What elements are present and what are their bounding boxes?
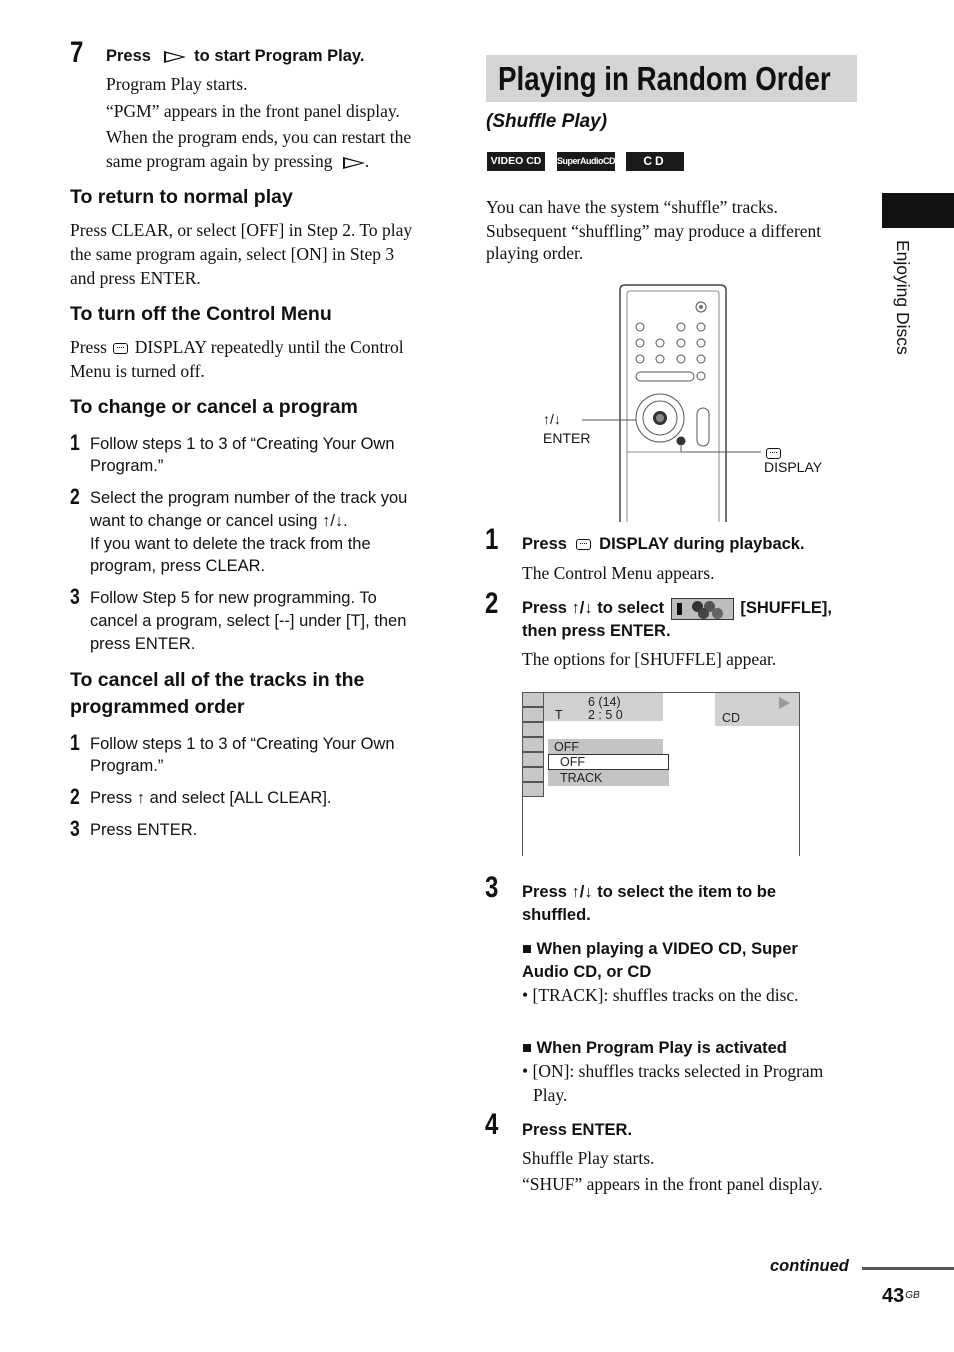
return-heading: To return to normal play — [70, 186, 293, 208]
change-step-2d: program, press CLEAR. — [90, 557, 266, 575]
continued-rule — [862, 1267, 954, 1270]
intro-line3: playing order. — [486, 243, 584, 263]
step2-heading-post: [SHUFFLE], — [740, 599, 832, 617]
change-step-3-number: 3 — [70, 584, 80, 609]
osd-t-label: T — [555, 708, 563, 722]
step3-heading-line1: Press ↑/↓ to select the item to be — [522, 883, 776, 901]
cancelall-step-3: Press ENTER. — [90, 821, 198, 839]
step-number-2: 2 — [485, 587, 499, 620]
step2-heading-line2: then press ENTER. — [522, 622, 671, 640]
step7-line2: “PGM” appears in the front panel display. — [106, 101, 400, 121]
page-number-suffix: GB — [905, 1290, 920, 1301]
turnoff-line2: Menu is turned off. — [70, 361, 205, 381]
change-step-1b: Program.” — [90, 457, 164, 475]
osd-media: CD — [722, 711, 741, 725]
intro-line2: Subsequent “shuffling” may produce a different — [486, 221, 822, 241]
remote-label-arrows: ↑/↓ — [543, 411, 561, 427]
osd-track-count: 6 (14) — [588, 695, 621, 709]
shuffle-icon — [671, 598, 734, 620]
page-title: Playing in Random Order — [498, 60, 831, 97]
cancelall-step-2: Press ↑ and select [ALL CLEAR]. — [90, 789, 332, 807]
remote-control-illustration — [480, 280, 850, 522]
step-number-7: 7 — [70, 36, 84, 69]
change-step-3a: Follow Step 5 for new programming. To — [90, 589, 377, 607]
step7-heading — [106, 45, 364, 68]
turnoff-line1b: DISPLAY repeatedly until the Control — [134, 337, 404, 357]
cancelall-heading-line2: programmed order — [70, 696, 245, 718]
badge-super-audio-cd: SuperAudioCD — [557, 152, 615, 171]
cancelall-heading-line1: To cancel all of the tracks in the — [70, 669, 365, 691]
return-line2: the same program again, select [ON] in Step 3 — [70, 244, 395, 264]
menu-icon-slot — [522, 707, 544, 722]
page-number — [882, 1284, 920, 1308]
menu-icon-slot — [522, 737, 544, 752]
badge-cd: CD — [626, 152, 684, 171]
play-icon — [343, 157, 365, 169]
turnoff-heading: To turn off the Control Menu — [70, 303, 332, 325]
menu-icon-slot — [522, 692, 544, 707]
cancelall-step-1-number: 1 — [70, 730, 80, 755]
osd-current-setting: OFF — [554, 740, 579, 754]
step7-heading-post: to start Program Play. — [194, 47, 365, 65]
change-step-3c: press ENTER. — [90, 635, 196, 653]
step7-heading-pre: Press — [106, 47, 151, 65]
section-label: Enjoying Discs — [893, 240, 913, 355]
change-heading: To change or cancel a program — [70, 396, 358, 418]
osd-option-track[interactable] — [548, 770, 669, 786]
osd-option-track-label: TRACK — [560, 771, 603, 785]
step2-body: The options for [SHUFFLE] appear. — [522, 649, 777, 669]
step-number-3: 3 — [485, 871, 499, 904]
cancelall-step-1b: Program.” — [90, 757, 164, 775]
intro-line1: You can have the system “shuffle” tracks. — [486, 197, 778, 217]
step3-bullet1: • [TRACK]: shuffles tracks on the disc. — [522, 985, 799, 1005]
step7-line1: Program Play starts. — [106, 74, 248, 94]
step3-bullet2-line2: Play. — [533, 1085, 568, 1105]
remote-label-display: DISPLAY — [764, 459, 823, 475]
section-label-wrap — [893, 240, 913, 390]
remote-label-enter: ENTER — [543, 430, 591, 446]
section-tab — [882, 193, 954, 228]
step1-heading-post: DISPLAY during playback. — [599, 535, 805, 553]
step3-sub2: ■ When Program Play is activated — [522, 1039, 787, 1057]
step4-heading: Press ENTER. — [522, 1121, 633, 1139]
step1-heading — [522, 533, 805, 556]
change-step-2b: want to change or cancel using ↑/↓. — [90, 512, 348, 530]
step3-sub1-line2: Audio CD, or CD — [522, 963, 652, 981]
title-bar — [486, 55, 857, 102]
return-line3: and press ENTER. — [70, 268, 201, 288]
step7-line3b-text: same program again by pressing — [106, 151, 333, 171]
change-step-2c: If you want to delete the track from the — [90, 535, 371, 553]
cancelall-step-1a: Follow steps 1 to 3 of “Creating Your Own — [90, 735, 395, 753]
change-step-3b: cancel a program, select [--] under [T], then — [90, 612, 407, 630]
step-number-4: 4 — [485, 1108, 499, 1141]
cancelall-step-2-number: 2 — [70, 784, 80, 809]
display-icon — [766, 448, 781, 459]
change-step-2a: Select the program number of the track you — [90, 489, 408, 507]
page-subtitle: (Shuffle Play) — [486, 111, 608, 132]
cancelall-step-3-number: 3 — [70, 816, 80, 841]
osd-option-off[interactable] — [548, 754, 669, 770]
step1-heading-pre: Press — [522, 535, 567, 553]
badge-video-cd: VIDEO CD — [487, 152, 545, 171]
change-step-2-number: 2 — [70, 484, 80, 509]
step2-heading-pre: Press ↑/↓ to select — [522, 599, 665, 617]
turnoff-line1a: Press — [70, 337, 107, 357]
play-icon — [164, 51, 186, 63]
step2-heading — [522, 597, 832, 620]
menu-icon-slot — [522, 722, 544, 737]
step4-body-line2: “SHUF” appears in the front panel display. — [522, 1174, 823, 1194]
step7-line3b — [106, 149, 369, 173]
osd-time: 2 : 5 0 — [588, 708, 623, 722]
change-step-1a: Follow steps 1 to 3 of “Creating Your Own — [90, 435, 395, 453]
step-number-1: 1 — [485, 523, 499, 556]
step3-sub1-line1: ■ When playing a VIDEO CD, Super — [522, 940, 798, 958]
continued-label: continued — [770, 1257, 849, 1275]
page-number-value: 43 — [882, 1285, 905, 1307]
step1-body: The Control Menu appears. — [522, 563, 715, 583]
return-line1: Press CLEAR, or select [OFF] in Step 2. To play — [70, 220, 413, 240]
menu-icon-slot — [522, 782, 544, 797]
turnoff-line1 — [70, 335, 404, 359]
step3-heading-line2: shuffled. — [522, 906, 591, 924]
play-status-icon — [779, 697, 790, 709]
step3-bullet2-line1: • [ON]: shuffles tracks selected in Program — [522, 1061, 824, 1081]
step4-body-line1: Shuffle Play starts. — [522, 1148, 655, 1168]
step7-period: . — [364, 151, 370, 171]
display-icon — [113, 343, 128, 354]
step7-line3a: When the program ends, you can restart the — [106, 127, 412, 147]
display-icon — [576, 539, 591, 550]
menu-icon-slot — [522, 767, 544, 782]
menu-icon-slot — [522, 752, 544, 767]
change-step-1-number: 1 — [70, 430, 80, 455]
osd-option-off-label: OFF — [560, 755, 585, 769]
